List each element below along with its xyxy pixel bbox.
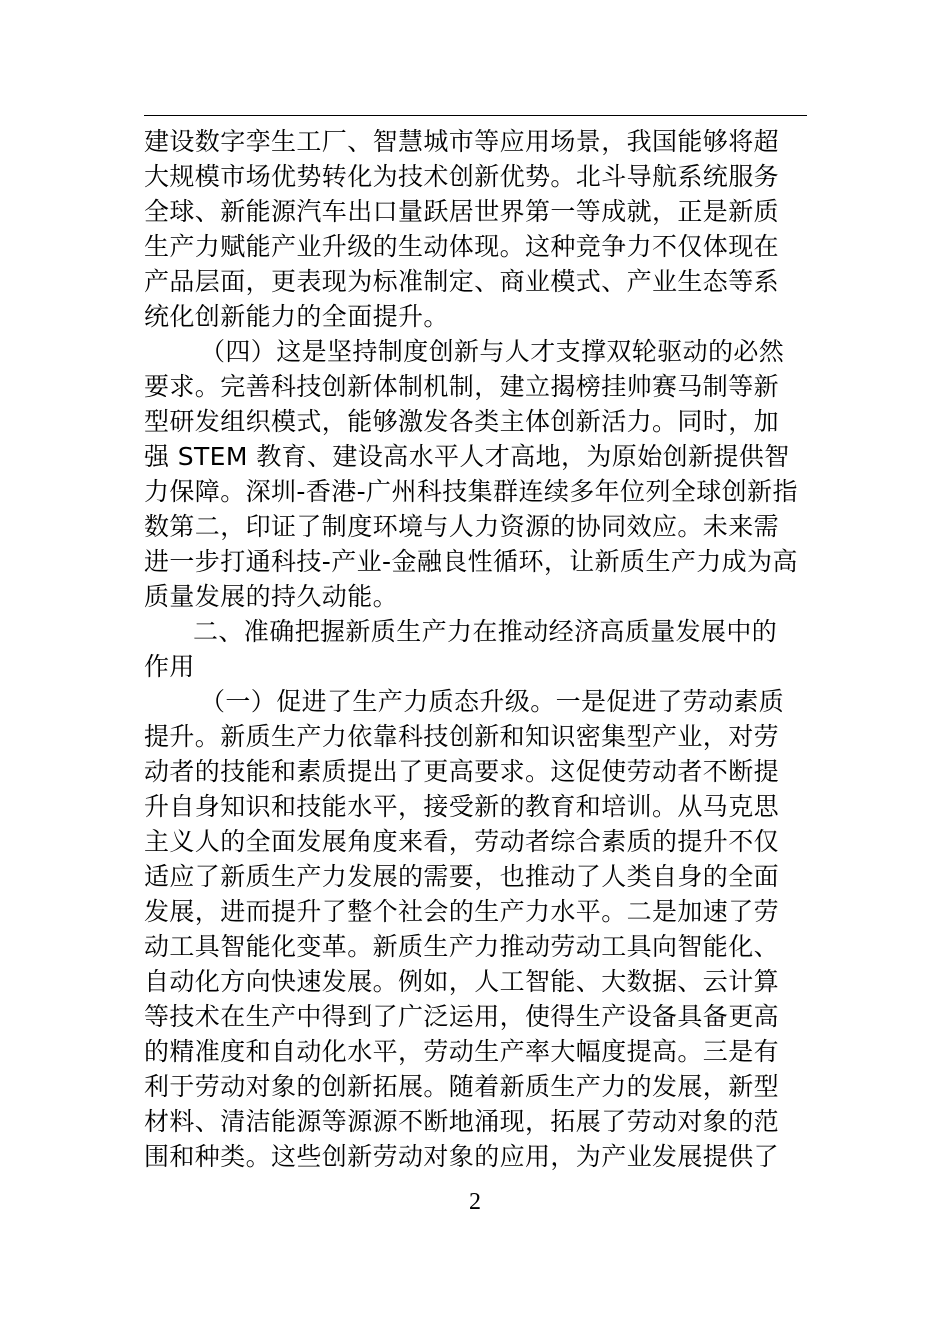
text-line: 产品层面，更表现为标准制定、商业模式、产业生态等系 xyxy=(144,267,780,296)
paragraph-first-line: （四）这是坚持制度创新与人才支撑双轮驱动的必然 xyxy=(200,337,785,366)
text-line: 型研发组织模式，能够激发各类主体创新活力。同时，加 xyxy=(144,407,780,436)
text-line: 质量发展的持久动能。 xyxy=(144,582,399,611)
text-line: 围和种类。这些创新劳动对象的应用，为产业发展提供了 xyxy=(144,1142,780,1171)
text-line: 发展，进而提升了整个社会的生产力水平。二是加速了劳 xyxy=(144,897,780,926)
text-line: 全球、新能源汽车出口量跃居世界第一等成就，正是新质 xyxy=(144,197,780,226)
text-line: 要求。完善科技创新体制机制，建立揭榜挂帅赛马制等新 xyxy=(144,372,780,401)
page-number: 2 xyxy=(469,1189,481,1215)
text-line: 力保障。深圳-香港-广州科技集群连续多年位列全球创新指 xyxy=(144,477,798,506)
text-line: 动工具智能化变革。新质生产力推动劳动工具向智能化、 xyxy=(144,932,780,961)
text-line: 数第二，印证了制度环境与人力资源的协同效应。未来需 xyxy=(144,512,780,541)
text-line: 自动化方向快速发展。例如，人工智能、大数据、云计算 xyxy=(144,967,780,996)
text-line: 生产力赋能产业升级的生动体现。这种竞争力不仅体现在 xyxy=(144,232,780,261)
text-line: 动者的技能和素质提出了更高要求。这促使劳动者不断提 xyxy=(144,757,780,786)
text-line: 进一步打通科技-产业-金融良性循环，让新质生产力成为高 xyxy=(144,547,798,576)
text-line: 大规模市场优势转化为技术创新优势。北斗导航系统服务 xyxy=(144,162,780,191)
section-heading-continued: 作用 xyxy=(144,652,195,681)
text-line: 升自身知识和技能水平，接受新的教育和培训。从马克思 xyxy=(144,792,780,821)
text-line: 适应了新质生产力发展的需要，也推动了人类自身的全面 xyxy=(144,862,780,891)
text-line: 的精准度和自动化水平，劳动生产率大幅度提高。三是有 xyxy=(144,1037,780,1066)
header-rule xyxy=(144,115,807,116)
text-line: 材料、清洁能源等源源不断地涌现，拓展了劳动对象的范 xyxy=(144,1107,780,1136)
paragraph-first-line: （一）促进了生产力质态升级。一是促进了劳动素质 xyxy=(200,687,785,716)
text-line: 等技术在生产中得到了广泛运用，使得生产设备具备更高 xyxy=(144,1002,780,1031)
text-line: 利于劳动对象的创新拓展。随着新质生产力的发展，新型 xyxy=(144,1072,780,1101)
text-line: 统化创新能力的全面提升。 xyxy=(144,302,449,331)
section-heading: 二、准确把握新质生产力在推动经济高质量发展中的 xyxy=(193,617,778,646)
text-line: 强 STEM 教育、建设高水平人才高地，为原始创新提供智 xyxy=(144,442,790,471)
text-line: 建设数字孪生工厂、智慧城市等应用场景，我国能够将超 xyxy=(144,127,780,156)
text-line: 主义人的全面发展角度来看，劳动者综合素质的提升不仅 xyxy=(144,827,780,856)
text-line: 提升。新质生产力依靠科技创新和知识密集型产业，对劳 xyxy=(144,722,780,751)
